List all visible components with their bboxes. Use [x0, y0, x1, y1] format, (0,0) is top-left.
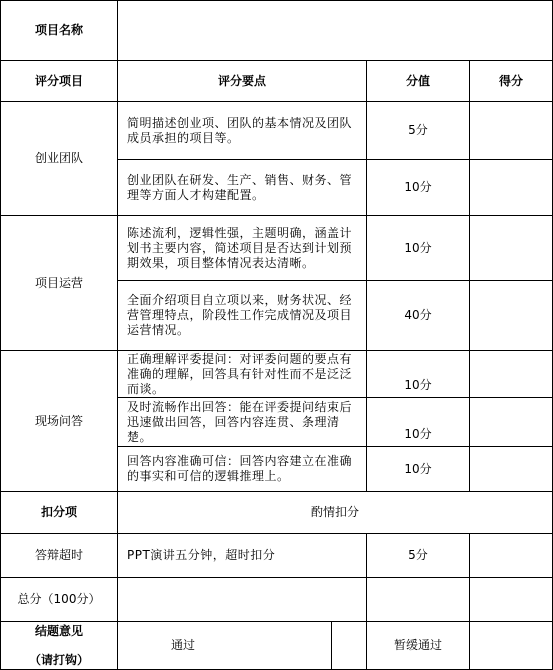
deduction-item: 答辩超时	[1, 534, 118, 578]
group-name-operation: 项目运营	[1, 216, 118, 351]
header-points: 评分要点	[118, 61, 367, 102]
header-value: 分值	[367, 61, 470, 102]
project-name-field[interactable]	[118, 1, 553, 61]
deduction-label: 扣分项	[1, 492, 118, 534]
deduction-text: PPT演讲五分钟，超时扣分	[118, 534, 367, 578]
criterion-text: 及时流畅作出回答：能在评委提问结束后迅速做出回答，回答内容连贯、条理清楚。	[118, 398, 367, 447]
total-label: 总分（100分）	[1, 578, 118, 622]
conclusion-pass-label: 通过	[171, 638, 196, 652]
criterion-text: 正确理解评委提问：对评委问题的要点有准确的理解，回答具有针对性而不是泛泛而谈。	[118, 351, 367, 398]
criterion-text: 回答内容准确可信：回答内容建立在准确的事实和可信的逻辑推理上。	[118, 447, 367, 492]
criterion-text: 陈述流利，逻辑性强，主题明确，涵盖计划书主要内容，简述项目是否达到计划预期效果，项目整体情况表达清晰。	[118, 216, 367, 281]
criterion-value: 10分	[367, 351, 470, 398]
criterion-value: 10分	[367, 160, 470, 216]
group-name-team: 创业团队	[1, 102, 118, 216]
group-name-qa: 现场问答	[1, 351, 118, 492]
criterion-text: 简明描述创业项、团队的基本情况及团队成员承担的项目等。	[118, 102, 367, 160]
score-cell[interactable]	[470, 447, 553, 492]
header-item: 评分项目	[1, 61, 118, 102]
score-cell[interactable]	[470, 102, 553, 160]
criterion-value: 10分	[367, 216, 470, 281]
score-cell[interactable]	[470, 398, 553, 447]
score-cell[interactable]	[470, 351, 553, 398]
total-blank	[367, 578, 470, 622]
deduction-value: 酌情扣分	[118, 492, 553, 534]
criterion-value: 5分	[367, 102, 470, 160]
criterion-value: 40分	[367, 281, 470, 351]
score-cell[interactable]	[470, 534, 553, 578]
conclusion-defer-label: 暂缓通过	[367, 622, 470, 670]
conclusion-pass	[118, 622, 332, 670]
conclusion-label-line2: （请打钩）	[28, 652, 89, 667]
score-cell[interactable]	[470, 216, 553, 281]
total-blank	[118, 578, 367, 622]
conclusion-defer-check[interactable]	[470, 622, 553, 670]
total-score-cell[interactable]	[470, 578, 553, 622]
score-cell[interactable]	[470, 160, 553, 216]
header-score: 得分	[470, 61, 553, 102]
project-name-label: 项目名称	[1, 1, 118, 61]
criterion-text: 全面介绍项目自立项以来，财务状况、经营管理特点，阶段性工作完成情况及项目运营情况。	[118, 281, 367, 351]
criterion-value: 10分	[367, 447, 470, 492]
criterion-text: 创业团队在研发、生产、销售、财务、管理等方面人才构建配置。	[118, 160, 367, 216]
conclusion-label-line1: 结题意见	[34, 623, 83, 638]
conclusion-pass-check[interactable]	[332, 622, 367, 670]
deduction-points: 5分	[367, 534, 470, 578]
score-cell[interactable]	[470, 281, 553, 351]
conclusion-label	[1, 622, 118, 670]
criterion-value: 10分	[367, 398, 470, 447]
